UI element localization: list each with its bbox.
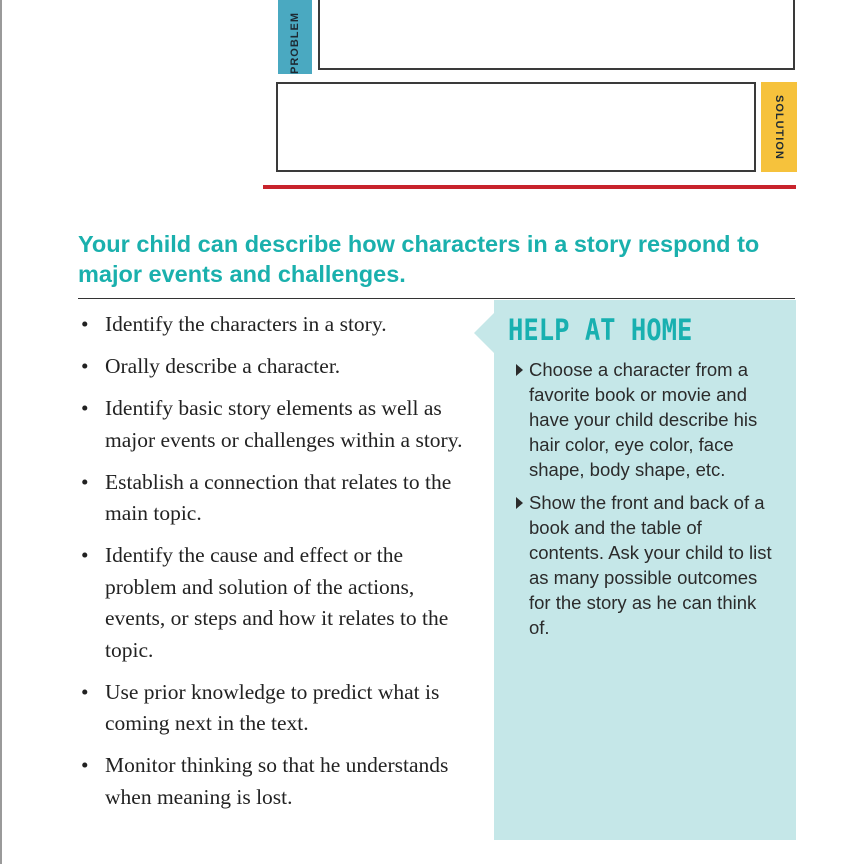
bullet: • [81,396,89,420]
solution-tab [761,82,797,172]
panel-pointer-arrow [474,313,494,353]
heading-rule [78,298,795,299]
problem-tab [278,0,312,74]
bullet: • [81,753,89,777]
list-item [514,357,776,482]
skill-text: Monitor thinking so that he understands when meaning is lost. [105,753,449,809]
skill-text: Use prior knowledge to predict what is coming next in the text. [105,679,440,735]
problem-box [318,0,795,70]
bullet: • [81,354,89,378]
help-tips-list [514,357,776,648]
bullet: • [81,312,89,336]
page-left-border [0,0,2,864]
skill-text: Identify basic story elements as well as major events or challenges within a story. [105,396,463,452]
triangle-bullet-icon [516,497,523,509]
list-item [78,677,478,740]
list-item [78,750,478,813]
list-item [78,540,478,666]
list-item [514,490,776,640]
skill-text: Identify the cause and effect or the problem and solution of the actions, events, or steps and how it relates to the topic. [105,543,449,662]
skill-text: Identify the characters in a story. [105,312,387,336]
section-divider [263,185,796,189]
skills-list [78,309,478,824]
section-heading: Your child can describe how characters in a story respond to major events and challenges. [78,231,760,287]
bullet: • [81,469,89,494]
list-item [78,467,478,530]
help-at-home-title: HELP AT HOME [508,313,693,347]
list-item [78,393,478,456]
list-item [78,351,478,383]
skill-text: Orally describe a character. [105,354,341,378]
tip-text: Show the front and back of a book and the table of contents. Ask your child to list as many possible outcomes for the story as he can think of. [529,492,772,638]
tip-text: Choose a character from a favorite book or movie and have your child describe his hair color, eye color, face shape, body shape, etc. [529,359,758,480]
solution-label: SOLUTION [773,94,785,160]
bullet: • [81,679,89,704]
bullet: • [81,543,89,567]
list-item [78,309,478,341]
problem-label: PROBLEM [289,12,301,74]
skill-text: Establish a connection that relates to the main topic. [105,469,452,525]
triangle-bullet-icon [516,364,523,376]
solution-box [276,82,756,172]
